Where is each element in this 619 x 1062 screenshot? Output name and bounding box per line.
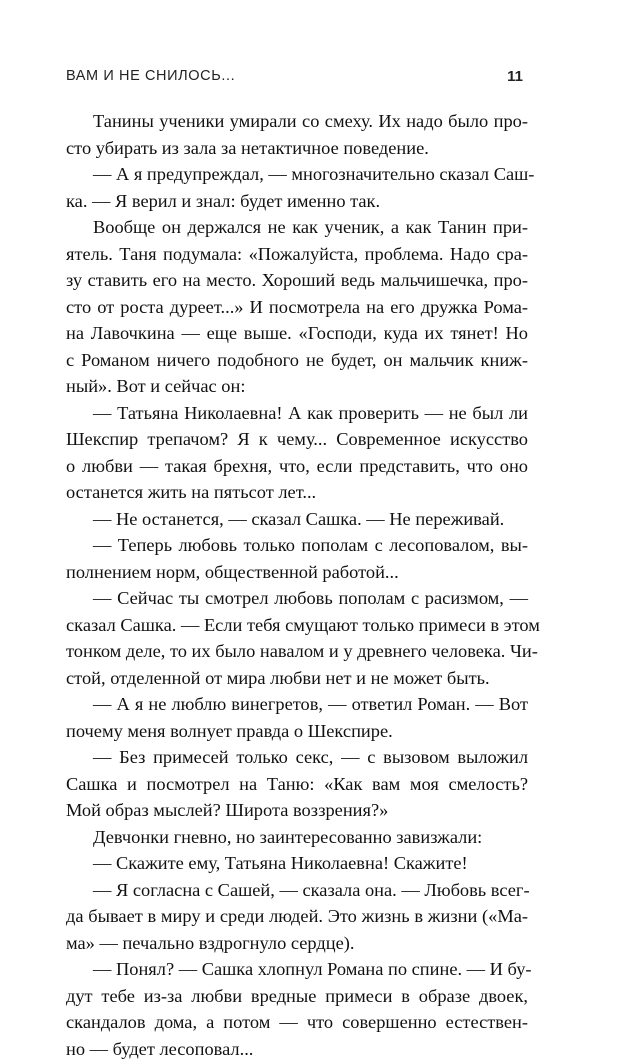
- text-line: — А я предупреждал, — многозначительно сказал Саш-: [66, 161, 528, 188]
- text-line: зу ставить его на место. Хороший ведь мальчишечка, про-: [66, 267, 528, 294]
- text-line: полнением норм, общественной работой...: [66, 559, 528, 586]
- text-line: — Татьяна Николаевна! А как проверить — не был ли: [66, 400, 528, 427]
- text-line: да бывает в миру и среди людей. Это жизнь в жизни («Ма-: [66, 903, 528, 930]
- text-line: останется жить на пятьсот лет...: [66, 479, 528, 506]
- text-line: сказал Сашка. — Если тебя смущают только примеси в этом: [66, 612, 528, 639]
- page-number: 11: [507, 68, 523, 85]
- text-line: тонком деле, то их было навалом и у древнего человека. Чи-: [66, 638, 528, 665]
- text-line: почему меня волнует правда о Шекспире.: [66, 718, 528, 745]
- text-line: ный». Вот и сейчас он:: [66, 373, 528, 400]
- text-line: ма» — печально вздрогнуло сердце).: [66, 930, 528, 957]
- text-line: скандалов дома, а потом — что совершенно естествен-: [66, 1009, 528, 1036]
- text-line: о любви — такая брехня, что, если представить, что оно: [66, 453, 528, 480]
- text-line: сто от роста дуреет...» И посмотрела на его дружка Рома-: [66, 294, 528, 321]
- body-text: [66, 108, 528, 1062]
- running-title: ВАМ И НЕ СНИЛОСЬ...: [66, 68, 235, 84]
- text-line: но — будет лесоповал...: [66, 1036, 528, 1062]
- running-header: [66, 68, 523, 88]
- text-line: Девчонки гневно, но заинтересованно завизжали:: [66, 824, 528, 851]
- text-line: ятель. Таня подумала: «Пожалуйста, проблема. Надо сра-: [66, 241, 528, 268]
- text-line: — Теперь любовь только пополам с лесоповалом, вы-: [66, 532, 528, 559]
- text-line: — Я согласна с Сашей, — сказала она. — Любовь всег-: [66, 877, 528, 904]
- text-line: Сашка и посмотрел на Таню: «Как вам моя смелость?: [66, 771, 528, 798]
- text-line: ка. — Я верил и знал: будет именно так.: [66, 188, 528, 215]
- text-line: с Романом ничего подобного не будет, он мальчик книж-: [66, 347, 528, 374]
- text-line: Вообще он держался не как ученик, а как Танин при-: [66, 214, 528, 241]
- text-line: — Без примесей только секс, — с вызовом выложил: [66, 744, 528, 771]
- text-line: на Лавочкина — еще выше. «Господи, куда их тянет! Но: [66, 320, 528, 347]
- text-line: дут тебе из-за любви вредные примеси в образе двоек,: [66, 983, 528, 1010]
- text-line: Мой образ мыслей? Широта воззрения?»: [66, 797, 528, 824]
- text-line: — Не останется, — сказал Сашка. — Не переживай.: [66, 506, 528, 533]
- text-line: стой, отделенной от мира любви нет и не может быть.: [66, 665, 528, 692]
- text-line: — Понял? — Сашка хлопнул Романа по спине. — И бу-: [66, 956, 528, 983]
- text-line: Шекспир трепачом? Я к чему... Современное искусство: [66, 426, 528, 453]
- text-line: — Сейчас ты смотрел любовь пополам с расизмом, —: [66, 585, 528, 612]
- text-line: — А я не люблю винегретов, — ответил Роман. — Вот: [66, 691, 528, 718]
- text-line: Танины ученики умирали со смеху. Их надо было про-: [66, 108, 528, 135]
- text-line: — Скажите ему, Татьяна Николаевна! Скажите!: [66, 850, 528, 877]
- text-line: сто убирать из зала за нетактичное поведение.: [66, 135, 528, 162]
